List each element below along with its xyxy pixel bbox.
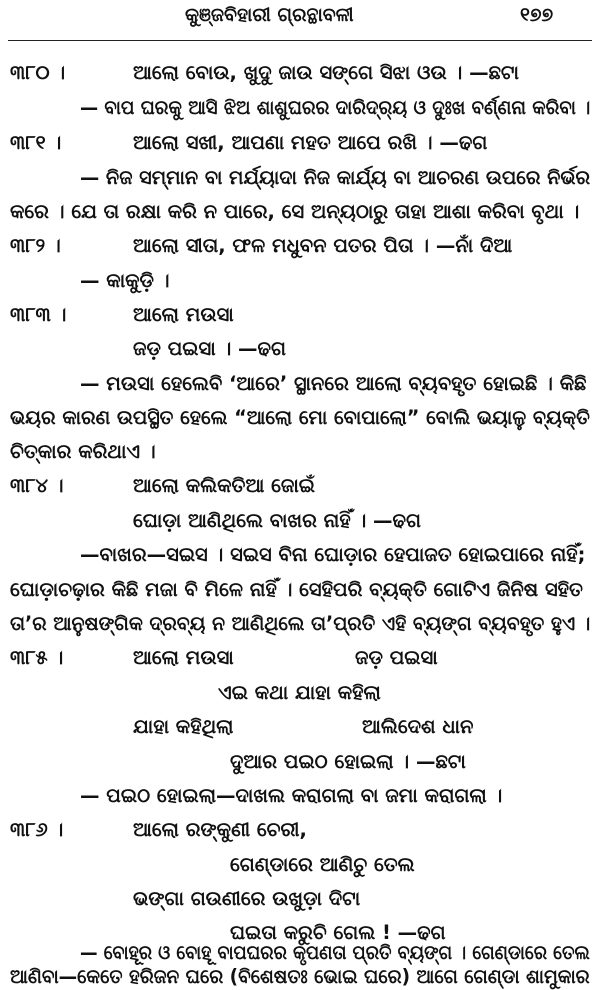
proverb-text: ଘୋଡ଼ା ଆଣିଥିଲେ ବାଖର ନାହିଁ । —ଢଗ [133, 509, 422, 532]
proverb-text: ଆଲୋ ସୀତା, ଫଳ ମଧୁବନ ପତର ପିତା । —ନାଁ ଦିଆ [133, 234, 513, 257]
explanation-line: ଭୟର କାରଣ ଉପସ୍ଥିତ ହେଲେ “ଆଲୋ ମୋ ବୋପାଲୋ” ବୋଲି ଭୟାଳୁ ବ୍ୟକ୍ତି [10, 406, 590, 429]
page-number: ୧୭୭ [520, 4, 554, 26]
explanation-line: କରେ । ଯେ ତା ରକ୍ଷା କରି ନ ପାରେ, ସେ ଅନ୍ୟଠାରୁ ତାହା ଆଶା କରିବା ବୃଥା । [10, 200, 580, 223]
proverb-text: ଜଡ଼ ପଇସା [355, 646, 438, 669]
explanation-line: ତା’ର ଆନୁଷଙ୍ଗିକ ଦ୍ରବ୍ୟ ନ ଆଣିଥିଲେ ତା’ପ୍ରତି ଏହି ବ୍ୟଙ୍ଗ ବ୍ୟବହୃତ ହୁଏ । [10, 612, 591, 635]
proverb-number: ୩୮୬ । [10, 818, 64, 841]
proverb-text: ଭଙ୍ଗା ଗଉଣୀରେ ଉଖୁଡ଼ା ଦିଟା [133, 887, 361, 910]
proverb-text: ଆଲୋ ରଙ୍କୁଣୀ ଚେରୀ, [133, 818, 307, 841]
proverb-text: ଆଲୋ ମଉସା [133, 646, 234, 669]
proverb-text: ଘଇତା କରୁଚି ଗେଲ ! —ଢଗ [230, 921, 446, 944]
explanation-line: ଚିତ୍କାର କରିଥାଏ । [10, 440, 156, 463]
proverb-text: ଜଡ଼ ପଇସା । —ଢଗ [133, 337, 287, 360]
proverb-text: ଏଇ କଥା ଯାହା କହିଲା [218, 681, 381, 704]
explanation-line: — ବୋହୂର ଓ ବୋହୂ ବାପଘରର କୃପଣତା ପ୍ରତି ବ୍ୟଙ୍ଗ । ଗେଣ୍ଡାରେ ତେଲ [80, 941, 590, 964]
proverb-text: ଆଲିଦେଶ ଧାନ [362, 715, 474, 738]
proverb-text: ଆଲୋ ସଖୀ, ଆପଣା ମହତ ଆପେ ରଖି । —ଢଗ [133, 131, 488, 154]
proverb-text: ଆଲୋ ମଉସା [133, 303, 234, 326]
proverb-text: ଯାହା କହିଥିଲା [133, 715, 234, 738]
explanation-line: — ମଉସା ହେଲେବି ‘ଆରେ’ ସ୍ଥାନରେ ଆଲୋ ବ୍ୟବହୃତ ହୋଇଛି । କିଛି [80, 372, 587, 395]
proverb-number: ୩୮୪ । [10, 474, 64, 497]
explanation-line: ଘୋଡ଼ାଚଢ଼ାର କିଛି ମଜା ବି ମିଳେ ନାହିଁ । ସେହିପରି ବ୍ୟକ୍ତି ଗୋଟିଏ ଜିନିଷ ସହିତ [10, 578, 583, 601]
proverb-text: ଆଲୋ ବୋଉ, ଖୁଦୁ ଜାଉ ସଙ୍ଗେ ସିଝା ଓଉ । —ଛଟା [133, 61, 519, 84]
proverb-number: ୩୮୧ । [10, 131, 62, 154]
proverb-number: ୩୮୨ । [10, 234, 61, 257]
proverb-text: ଗେଣ୍ଡାରେ ଆଣିଚୁ ତେଲ [230, 853, 415, 876]
proverb-number: ୩୮୫ । [10, 646, 64, 669]
explanation-line: — କାକୁଡ଼ି । [80, 269, 170, 292]
explanation-line: — ବାପ ଘରକୁ ଆସି ଝିଅ ଶାଶୁଘରର ଦାରିଦ୍ର୍ୟ ଓ ଦୁଃଖ ବର୍ଣ୍ଣନା କରିବା । [80, 96, 591, 119]
explanation-line: — ନିଜ ସମ୍ମାନ ବା ମର୍ଯ୍ୟାଦା ନିଜ କାର୍ଯ୍ୟ ବା ଆଚରଣ ଉପରେ ନିର୍ଭର [80, 166, 591, 189]
explanation-line: —ବାଖର—ସଇସ । ସଇସ ବିନା ଘୋଡ଼ାର ହେପାଜତ ହୋଇପାରେ ନାହିଁ; [80, 543, 586, 566]
proverb-text: ଆଲୋ କଲିକତିଆ ଜୋଇଁ [133, 474, 316, 497]
explanation-line: ଆଣିବା—କେତେ ହରିଜନ ଘରେ (ବିଶେଷତଃ ଭୋଇ ଘରେ) ଆଗେ ଗେଣ୍ଡା ଶାମୁକାର [10, 965, 590, 988]
header-rule [8, 40, 592, 41]
proverb-text: ଦୁଆର ପଇଠ ହୋଇଲା । —ଛଟା [230, 750, 466, 773]
running-header-title: କୁଞ୍ଜବିହାରୀ ଗ୍ରନ୍ଥାବଳୀ [185, 4, 354, 26]
proverb-number: ୩୮୩ । [10, 303, 67, 326]
proverb-number: ୩୮୦ । [10, 61, 66, 84]
explanation-line: — ପଇଠ ହୋଇଲା—ଦାଖଲ କରାଗଲା ବା ଜମା କରାଗଲା । [80, 784, 503, 807]
